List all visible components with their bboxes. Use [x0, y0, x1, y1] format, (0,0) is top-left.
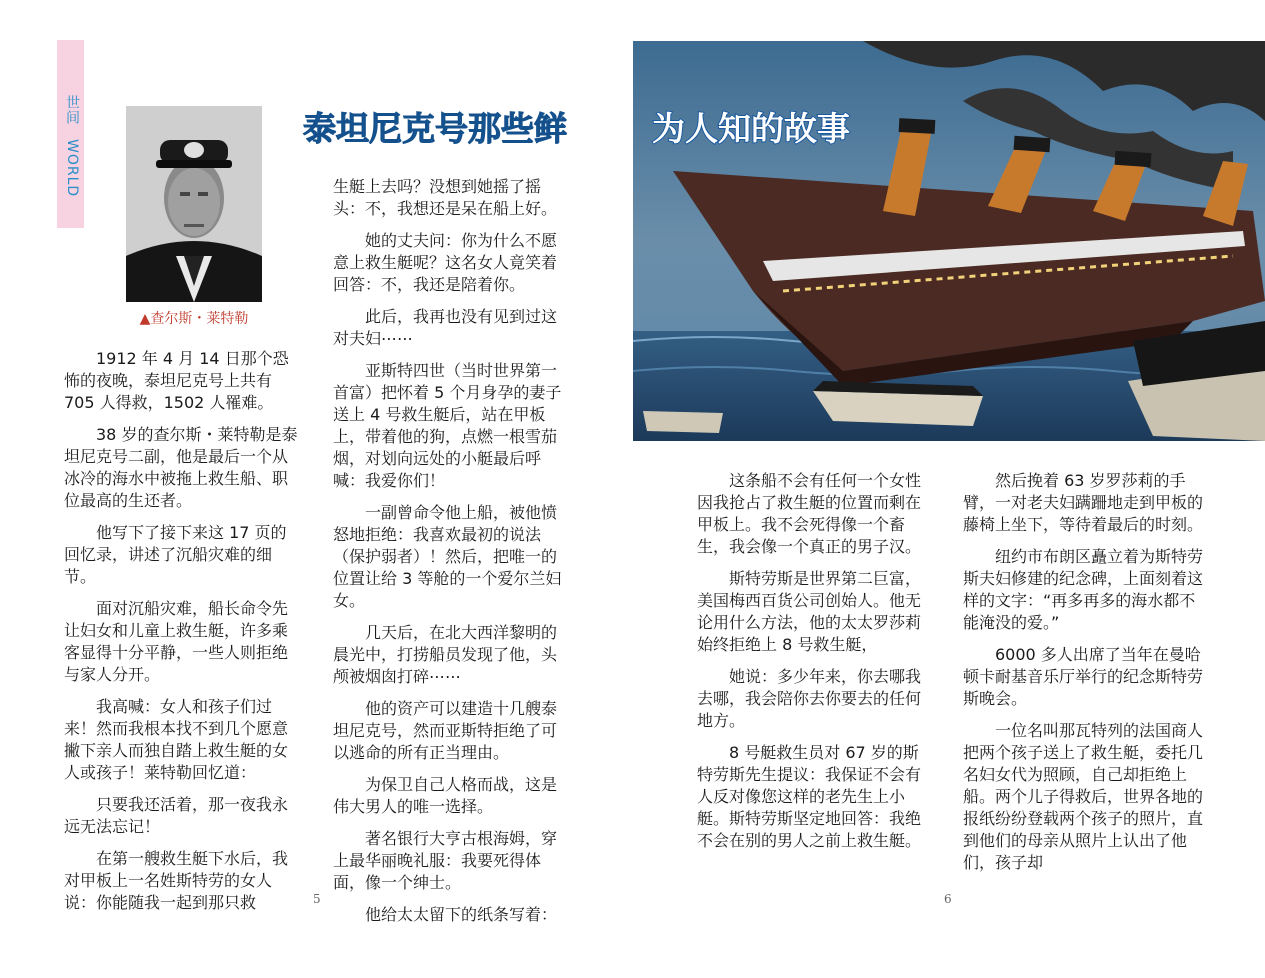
- paragraph: 在第一艘救生艇下水后，我对甲板上一名姓斯特劳的女人说：你能随我一起到那只救: [64, 849, 289, 912]
- paragraph: 然后挽着 63 岁罗莎莉的手臂，一对老夫妇蹒跚地走到甲板的藤椅上坐下，等待着最后的时刻。: [963, 471, 1204, 534]
- paragraph: 生艇上去吗？没想到她摇了摇头：不，我想还是呆在船上好。: [333, 177, 558, 218]
- paragraph: 这条船不会有任何一个女性因我抢占了救生艇的位置而剩在甲板上。我不会死得像一个畜生，我会像一个真正的男子汉。: [697, 471, 922, 556]
- text-column-3: [697, 470, 933, 862]
- portrait-illustration: [126, 106, 262, 302]
- titanic-illustration: [633, 41, 1265, 441]
- paragraph: 斯特劳斯是世界第二巨富，美国梅西百货公司创始人。他无论用什么方法，他的太太罗莎莉始终拒绝上 8 号救生艇，: [697, 569, 922, 654]
- paragraph: 38 岁的查尔斯・莱特勒是泰坦尼克号二副，他是最后一个从冰冷的海水中被拖上救生船、职位最高的生还者。: [64, 425, 298, 510]
- paragraph: 著名银行大亨古根海姆，穿上最华丽晚礼服：我要死得体面，像一个绅士。: [333, 829, 558, 892]
- paragraph: 只要我还活着，那一夜我永远无法忘记！: [64, 795, 289, 836]
- page-number-right: 6: [944, 892, 952, 906]
- article-title-part2: [652, 103, 850, 150]
- paragraph: 8 号艇救生员对 67 岁的斯特劳斯先生提议：我保证不会有人反对像您这样的老先生上小艇。斯特劳斯坚定地回答：我绝不会在别的男人之前上救生艇。: [697, 743, 922, 850]
- paragraph: 他写下了接下来这 17 页的回忆录，讲述了沉船灾难的细节。: [64, 523, 287, 586]
- paragraph: 一位名叫那瓦特列的法国商人把两个孩子送上了救生艇，委托几名妇女代为照顾，自己却拒绝上船。两个儿子得救后，世界各地的报纸纷纷登载两个孩子的照片，直到他们的母亲从照片上认出了他们，孩子却: [963, 721, 1204, 872]
- article-title-part1: [303, 103, 567, 150]
- paragraph: 1912 年 4 月 14 日那个恐怖的夜晚，泰坦尼克号上共有 705 人得救，1502 人罹难。: [64, 349, 289, 412]
- portrait-caption: ▲查尔斯・莱特勒: [139, 311, 249, 327]
- paragraph: 他给太太留下的纸条写着：: [365, 905, 558, 924]
- paragraph: 她说：多少年来，你去哪我去哪，我会陪你去你要去的任何地方。: [697, 667, 922, 730]
- paragraph: 纽约市布朗区矗立着为斯特劳斯夫妇修建的纪念碑，上面刻着这样的文字：“再多再多的海水都不能淹没的爱。”: [963, 547, 1204, 632]
- section-tab: [57, 40, 84, 228]
- paragraph: 面对沉船灾难，船长命令先让妇女和儿童上救生艇，许多乘客显得十分平静，一些人则拒绝与家人分开。: [64, 599, 289, 684]
- paragraph: 一副曾命令他上船，被他愤怒地拒绝：我喜欢最初的说法（保护弱者）！然后，把唯一的位置让给 3 等舱的一个爱尔兰妇女。: [333, 503, 562, 610]
- text-column-2: [333, 176, 569, 936]
- paragraph: 此后，我再也没有见到过这对夫妇⋯⋯: [333, 307, 558, 348]
- paragraph: 6000 多人出席了当年在曼哈顿卡耐基音乐厅举行的纪念斯特劳斯晚会。: [963, 645, 1204, 708]
- paragraph: 几天后，在北大西洋黎明的晨光中，打捞船员发现了他，头颅被烟囱打碎⋯⋯: [333, 623, 558, 686]
- text-column-1: [64, 348, 302, 924]
- title-text-2: 为人知的故事: [652, 109, 850, 148]
- text-column-4: [963, 470, 1203, 884]
- paragraph: 他的资产可以建造十几艘泰坦尼克号，然而亚斯特拒绝了可以逃命的所有正当理由。: [333, 699, 558, 762]
- page-number-left: 5: [313, 892, 321, 906]
- title-text-1: 泰坦尼克号那些鲜: [303, 109, 567, 148]
- paragraph: 我高喊：女人和孩子们过来！然而我根本找不到几个愿意撇下亲人而独自踏上救生艇的女人或孩子！莱特勒回忆道：: [64, 697, 289, 782]
- paragraph: 为保卫自己人格而战，这是伟大男人的唯一选择。: [333, 775, 558, 816]
- section-tab-en: WORLD: [64, 139, 80, 198]
- paragraph: 她的丈夫问：你为什么不愿意上救生艇呢？这名女人竟笑着回答：不，我还是陪着你。: [333, 231, 558, 294]
- paragraph: 亚斯特四世（当时世界第一首富）把怀着 5 个月身孕的妻子送上 4 号救生艇后，站在甲板上，带着他的狗，点燃一根雪茄烟，对划向远处的小艇最后呼喊：我爱你们！: [333, 361, 562, 490]
- titanic-sinking-image: [633, 41, 1265, 441]
- section-tab-cn: 世间: [64, 95, 80, 125]
- portrait-photo: [126, 106, 262, 302]
